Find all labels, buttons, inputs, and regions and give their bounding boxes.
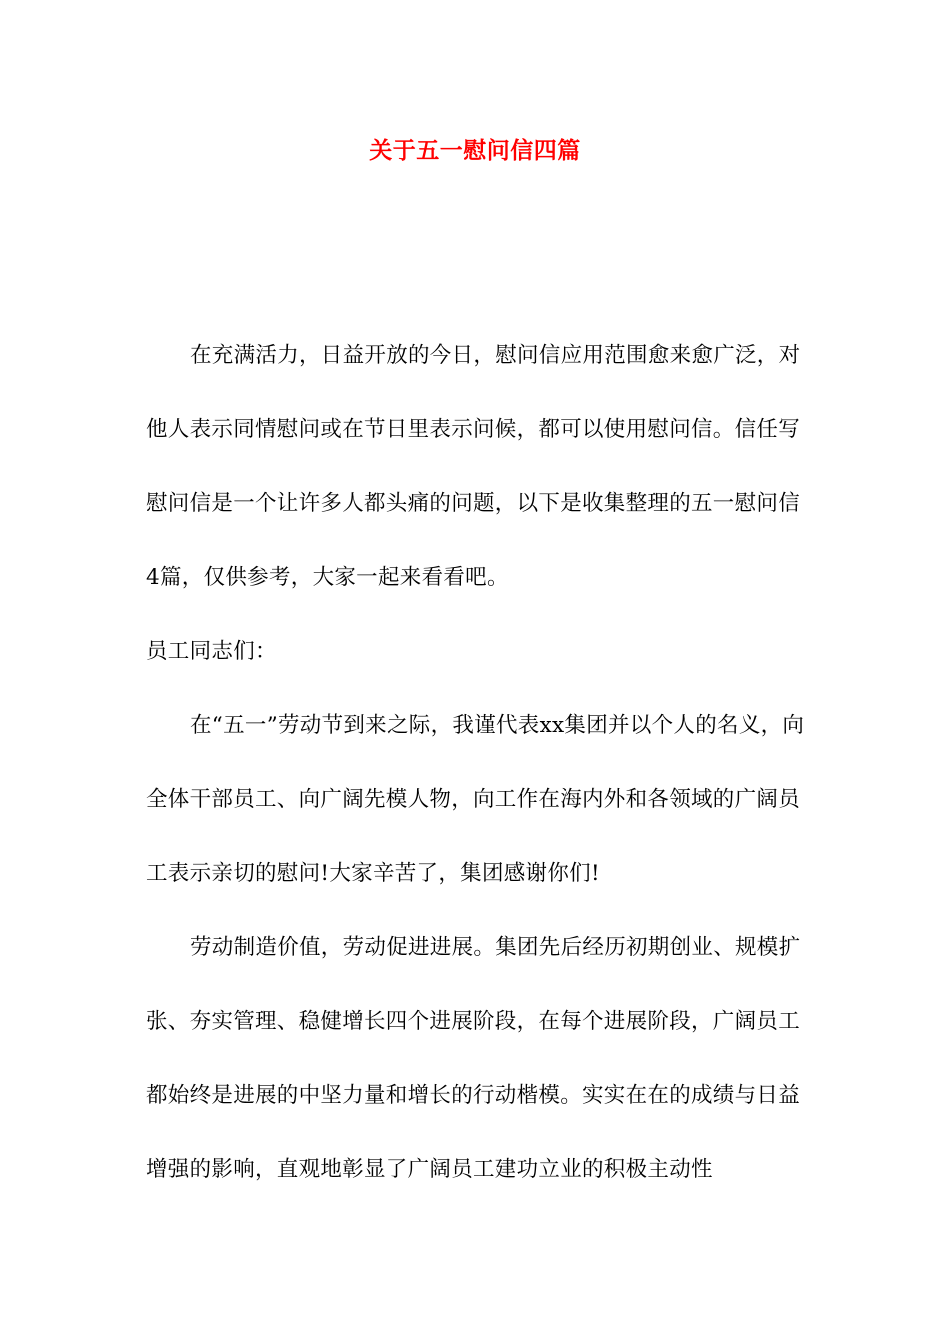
intro-paragraph: 在充满活力，日益开放的今日，慰问信应用范围愈来愈广泛，对他人表示同情慰问或在节日里表示问候，都可以使用慰问信。信任写慰问信是一个让许多人都头痛的问题，以下是收集整理的五一慰问信4篇，仅供参考，大家一起来看看吧。 (146, 343, 801, 590)
document-body (146, 319, 810, 1207)
document-title: 关于五一慰问信四篇 (369, 138, 581, 164)
salutation: 员工同志们： (146, 639, 277, 664)
greeting-paragraph: 在“五一”劳动节到来之际，我谨代表xx集团并以个人的名义，向全体干部员工、向广阔先模人物，向工作在海内外和各领域的广阔员工表示亲切的慰问!大家辛苦了，集团感谢你们! (146, 713, 805, 886)
body-paragraph: 劳动制造价值，劳动促进进展。集团先后经历初期创业、规模扩张、夯实管理、稳健增长四个进展阶段，在每个进展阶段，广阔员工都始终是进展的中坚力量和增长的行动楷模。实实在在的成绩与日益增强的影响，直观地彰显了广阔员工建功立业的积极主动性 (146, 935, 801, 1182)
